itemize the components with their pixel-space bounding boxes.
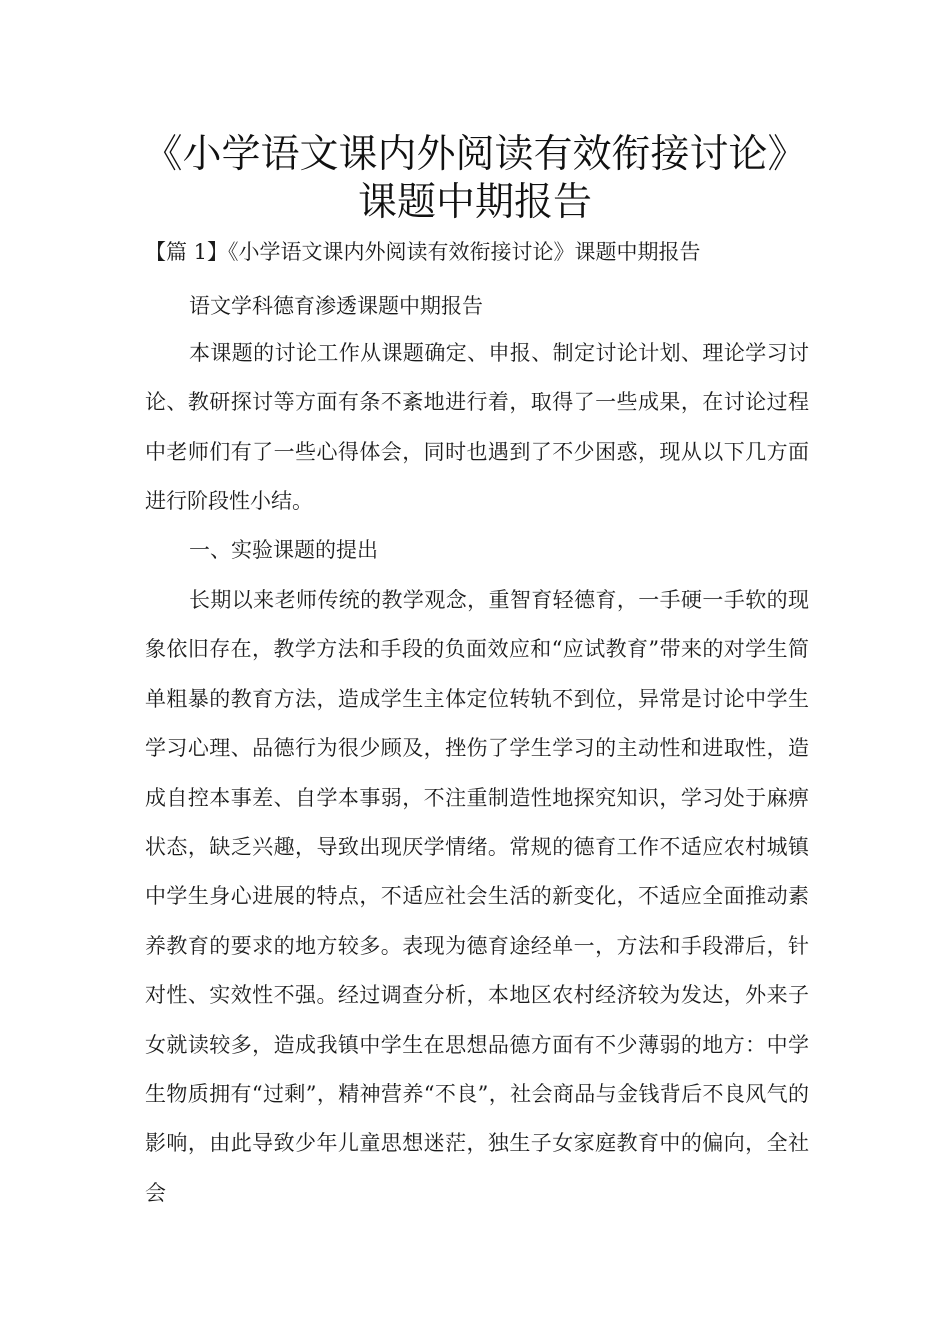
document-title-line1: 《小学语文课内外阅读有效衔接讨论》 xyxy=(143,132,807,177)
document-title-line2: 课题中期报告 xyxy=(357,180,592,225)
section-heading-1: 一、实验课题的提出 xyxy=(189,538,378,562)
report-subtitle: 语文学科德育渗透课题中期报告 xyxy=(189,294,483,318)
intro-paragraph: 本课题的讨论工作从课题确定、申报、制定讨论计划、理论学习讨论、教研探讨等方面有条不紊地进行着，取得了一些成果，在讨论过程中老师们有了一些心得体会，同时也遇到了不少困惑，现从以下几方面进行阶段性小结。 xyxy=(145,341,809,514)
section-label: 【篇 1】《小学语文课内外阅读有效衔接讨论》课题中期报告 xyxy=(145,240,701,264)
body-paragraph-1: 长期以来老师传统的教学观念，重智育轻德育，一手硬一手软的现象依旧存在，教学方法和手段的负面效应和“应试教育”带来的对学生简单粗暴的教育方法，造成学生主体定位转轨不到位，异常是讨论中学生学习心理、品德行为很少顾及，挫伤了学生学习的主动性和进取性，造成自控本事差、自学本事弱，不注重制造性地探究知识，学习处于麻痹状态，缺乏兴趣，导致出现厌学情绪。常规的德育工作不适应农村城镇中学生身心进展的特点，不适应社会生活的新变化，不适应全面推动素养教育的要求的地方较多。表现为德育途经单一，方法和手段滞后，针对性、实效性不强。经过调查分析，本地区农村经济较为发达，外来子女就读较多，造成我镇中学生在思想品德方面有不少薄弱的地方：中学生物质拥有“过剩”，精神营养“不良”，社会商品与金钱背后不良风气的影响，由此导致少年儿童思想迷茫，独生子女家庭教育中的偏向，全社会 xyxy=(145,588,809,1205)
